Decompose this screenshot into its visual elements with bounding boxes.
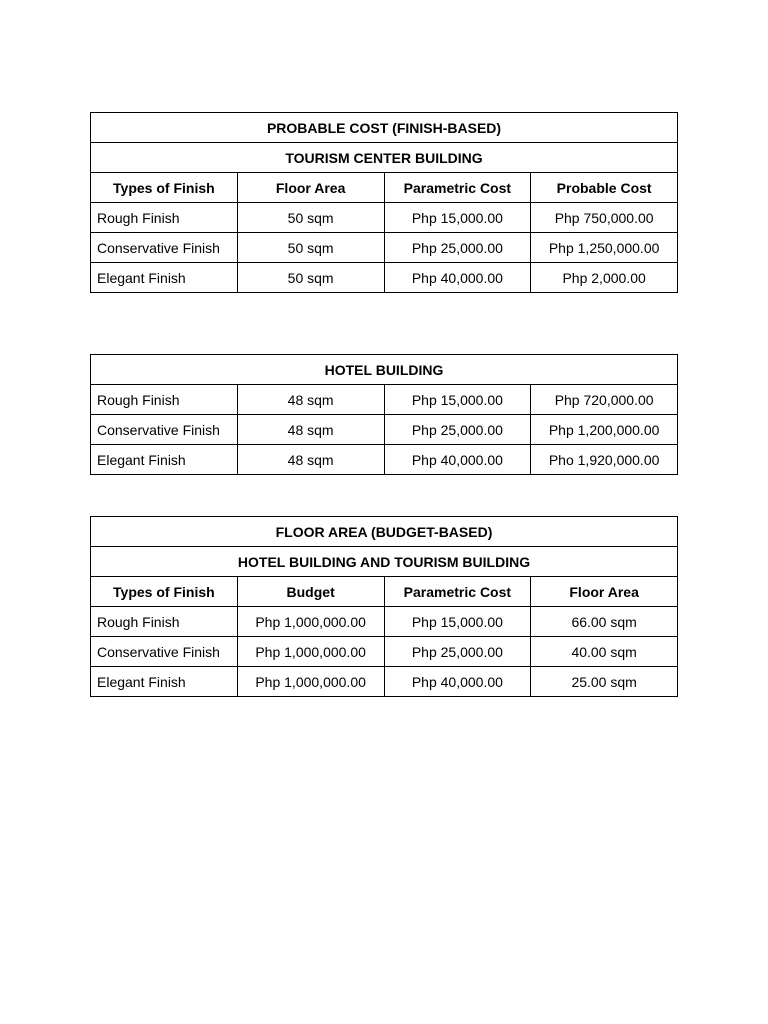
- table-cell: Php 25,000.00: [384, 415, 531, 445]
- table-cell: Php 1,200,000.00: [531, 415, 678, 445]
- table-cell: Pho 1,920,000.00: [531, 445, 678, 475]
- table-cell: Php 15,000.00: [384, 385, 531, 415]
- table-subtitle-row: [91, 143, 678, 173]
- table-subtitle-row: [91, 547, 678, 577]
- table-cell: Conservative Finish: [91, 233, 238, 263]
- table-cell: 48 sqm: [237, 415, 384, 445]
- table-cell: Php 1,000,000.00: [237, 667, 384, 697]
- table-title-row: [91, 517, 678, 547]
- table-row: [91, 445, 678, 475]
- hotel-building-table: [90, 354, 678, 475]
- table-row: [91, 263, 678, 293]
- table-cell: Php 25,000.00: [384, 637, 531, 667]
- table-header-row: [91, 173, 678, 203]
- column-header: Types of Finish: [91, 577, 238, 607]
- table-cell: Php 1,000,000.00: [237, 607, 384, 637]
- column-header: Parametric Cost: [384, 577, 531, 607]
- table-cell: Php 40,000.00: [384, 263, 531, 293]
- table-cell: Php 2,000.00: [531, 263, 678, 293]
- table-title-row: [91, 355, 678, 385]
- table-row: [91, 203, 678, 233]
- table-cell: 48 sqm: [237, 445, 384, 475]
- table-row: [91, 637, 678, 667]
- table-title: HOTEL BUILDING: [91, 355, 678, 385]
- table-row: [91, 607, 678, 637]
- column-header: Budget: [237, 577, 384, 607]
- table-cell: Php 1,000,000.00: [237, 637, 384, 667]
- column-header: Parametric Cost: [384, 173, 531, 203]
- table-subtitle: HOTEL BUILDING AND TOURISM BUILDING: [91, 547, 678, 577]
- table-cell: 48 sqm: [237, 385, 384, 415]
- table-row: [91, 415, 678, 445]
- table-cell: 25.00 sqm: [531, 667, 678, 697]
- table-cell: Php 1,250,000.00: [531, 233, 678, 263]
- table-cell: 50 sqm: [237, 233, 384, 263]
- table-subtitle: TOURISM CENTER BUILDING: [91, 143, 678, 173]
- table-cell: 50 sqm: [237, 263, 384, 293]
- table-header-row: [91, 577, 678, 607]
- column-header: Floor Area: [531, 577, 678, 607]
- table-cell: 66.00 sqm: [531, 607, 678, 637]
- table-cell: Conservative Finish: [91, 637, 238, 667]
- table-row: [91, 385, 678, 415]
- table-row: [91, 667, 678, 697]
- table-cell: Conservative Finish: [91, 415, 238, 445]
- table-cell: Elegant Finish: [91, 263, 238, 293]
- column-header: Floor Area: [237, 173, 384, 203]
- table-cell: Rough Finish: [91, 385, 238, 415]
- table-cell: Rough Finish: [91, 203, 238, 233]
- table-cell: Php 15,000.00: [384, 607, 531, 637]
- table-title-row: [91, 113, 678, 143]
- table-title: PROBABLE COST (FINISH-BASED): [91, 113, 678, 143]
- table-cell: Php 15,000.00: [384, 203, 531, 233]
- floor-area-table: [90, 516, 678, 697]
- table-cell: Php 720,000.00: [531, 385, 678, 415]
- column-header: Probable Cost: [531, 173, 678, 203]
- table-cell: Php 40,000.00: [384, 667, 531, 697]
- table-cell: Rough Finish: [91, 607, 238, 637]
- table-cell: 40.00 sqm: [531, 637, 678, 667]
- column-header: Types of Finish: [91, 173, 238, 203]
- probable-cost-table: [90, 112, 678, 293]
- table-cell: Php 40,000.00: [384, 445, 531, 475]
- table-cell: 50 sqm: [237, 203, 384, 233]
- table-cell: Php 750,000.00: [531, 203, 678, 233]
- table-cell: Elegant Finish: [91, 445, 238, 475]
- table-cell: Elegant Finish: [91, 667, 238, 697]
- table-title: FLOOR AREA (BUDGET-BASED): [91, 517, 678, 547]
- table-row: [91, 233, 678, 263]
- table-cell: Php 25,000.00: [384, 233, 531, 263]
